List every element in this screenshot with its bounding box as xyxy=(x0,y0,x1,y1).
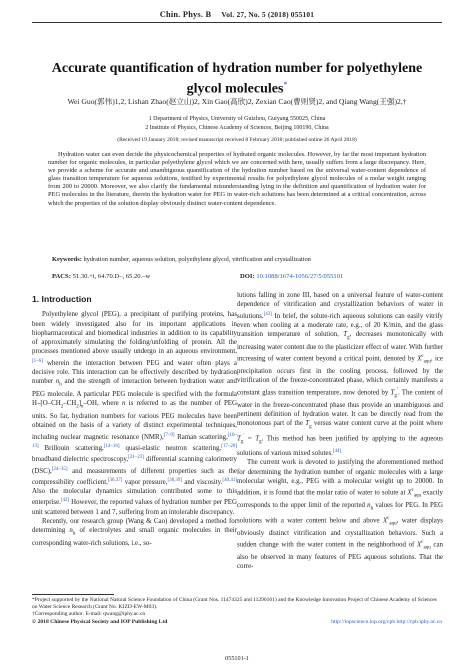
funding-footnote: *Project supported by the National Natural Science Foundation of China (Grant Nos. 11474325 and 11290161) and the Knowledge Innovation Project of Chinese Academy of Sciences on Water Science Research (Grant No. KJZD-EW-M03). xyxy=(32,597,437,610)
footnote-rule xyxy=(32,594,114,595)
running-header xyxy=(0,10,474,19)
keywords-label: Keywords: xyxy=(52,256,82,263)
journal-name: Chin. Phys. B xyxy=(159,10,212,19)
intro-paragraph-2-cont: lutions falling in zone III, based on a universal feature of water-content dependence of vitrification and crystallization behaviors of water in solutions.[43] In brief, the solute-rich aqueous solutions can easily vitrify even when cooling at a moderate rate, e.g., of 20 K/min, and the glass transition temperature of solution, $T_g$, decreases monotonically with increasing water content due to the plasticizer effect of water. With further increasing of water content beyond a critical point, denoted by $X^c_{aqu}$, ice precipitation occurs first in the cooling process, followed by the vitrification of the freeze-concentrated phase, which certainly manifests a constant glass transition temperature, now denoted by $T_g'$. The content of water in the freeze-concentrated phase thus provide an unambiguous and pertinent definition of hydration water. It can be directly read from the monotonous part of the $T_g$ versus water content curve at the point where $T_g' = T_g$. This method has been justified by applying to the aqueous solutions of various mixed solutes.[44] xyxy=(237,292,443,457)
received-dates: (Received 19 January 2018; revised manuscript received 8 February 2018; published online 26 April 2018) xyxy=(117,137,357,143)
page-number: 055101-1 xyxy=(225,655,249,662)
article-title xyxy=(40,61,434,98)
intro-paragraph-2: Recently, our research group (Wang & Cao) developed a method for determining $n_h$ of electrolytes and small organic molecules in their corresponding water-rich solutions, i.e., so- xyxy=(32,517,237,547)
section-heading: 1. Introduction xyxy=(32,294,92,304)
doi-label: DOI: xyxy=(240,273,255,280)
intro-paragraph-3: The current work is devoted to justifying the aforementioned method for determining the hydration number of organic molecules with a large molecular weight, e.g., PEG with a molecular weight up to 20000. In addition, it is found that the molar ratio of water to solute at $X^c_{aqu}$ exactly corresponds to the upper limit of the reported $n_h$ values for PEG. In PEG solutions with a water content below and above $X^c_{aqu}$, water displays obviously distinct vitrification and crystallization behaviors. Such a sudden change with the water content in the neighborhood of $X^c_{aqu}$ can also be observed in many features of PEG aqueous solutions. That the corre- xyxy=(237,459,444,571)
keywords xyxy=(52,256,426,264)
affiliation-2: 2 Institute of Physics, Chinese Academy of Sciences, Beijing 100190, China xyxy=(145,125,329,131)
journal-links xyxy=(331,619,442,625)
affiliation-1: 1 Department of Physics, University of Guizhou, Guiyang 550025, China xyxy=(148,116,326,122)
corresponding-author-footnote: †Corresponding author. E-mail: qwang@iphy.ac.cn xyxy=(32,611,146,617)
pacs-codes: 51.30.+i, 64.70.D–, 65.20.–w xyxy=(72,273,151,280)
pacs-doi-line xyxy=(52,273,426,281)
title-text: Accurate quantification of hydration number for polyethylene glycol molecules xyxy=(51,61,423,97)
abstract: Hydration water can even decide the physicochemical properties of hydrated organic molecules. However, by far the most important hydration number for organic molecules, in particular polyethylene glycol which we are concerned with here, usually suffers from a large discrepancy. Here, we provide a scheme for accurate and unambiguous quantification of the hydration number based on the universal water-content dependence of glass transition temperature for aqueous solutions, testified by experimental results for polyethylene glycol molecules of a molar weight ranging from 200 to 20000. Moreover, we also clarify the fundamental misunderstanding lying in the definition and quantification of hydration water for PEG molecules in the literature, therein the hydration water for PEG in water-rich solutions has been determined at a critical concentration, across which the properties of the solution display obviously distinct water-content dependence. xyxy=(48,151,426,207)
footnotes xyxy=(32,597,442,618)
pacs-label: PACS: xyxy=(52,273,71,280)
intro-paragraph-1: Polyethylene glycol (PEG), a precipitant of purifying proteins, has been widely investigated also for its important applications in biopharmaceutical and biomedical industries in addition to its capability of approximately simulating the folding/unfolding of protein. All the processes mentioned above usually undergo in an aqueous environment,[1–6] wherein the interaction between PEG and water often plays a decisive role. This interaction can be effectively described by hydration number $n_h$ and the strength of interaction between hydration water and PEG molecule. A particular PEG molecule is specified with the formula $H-[O-CH_2-CH_2]_n-OH$, where n is referred to as the number of PEG units. So far, hydration numbers for various PEG molecules have been obtained on the basis of a variety of distinct experimental techniques, including nuclear magnetic resonance (NMR),[7–9] Raman scattering,[10–13] Brillouin scattering,[14–16] quasi-elastic neutron scattering,[17–20] broadband dielectric spectroscopy,[21–23] differential scanning calorimetry (DSC),[24–35] and measurements of different properties such as the compressibility coefficient,[36,37] vapor pressure,[38,39] and viscosity.[40,41] Also the molecular dynamics simulation contributed some to this enterprise.[42] However, the reported values of hydration number per PEG unit scattered between 1 and 7, suffering from an intolerable discrepancy. xyxy=(32,311,237,516)
journal-urls[interactable]: http://iopscience.iop.org/cpb http://cpb.iphy.ac.cn xyxy=(331,619,442,625)
copyright-text: © 2018 Chinese Physical Society and IOP Publishing Ltd xyxy=(32,619,168,625)
header-rule xyxy=(32,22,442,23)
doi-link[interactable]: 10.1088/1674-1056/27/5/055101 xyxy=(256,273,344,280)
doi xyxy=(240,273,343,281)
title-footnote-mark: * xyxy=(283,80,288,89)
author-list: Wei Guo(郭伟)1,2, Lishan Zhao(赵立山)2, Xin Gao(高欣)2, Zexian Cao(曹则贤)2, and Qiang Wang(王强)2,† xyxy=(67,97,407,106)
right-column xyxy=(237,291,443,572)
copyright-line xyxy=(32,619,442,625)
keywords-text: hydration number, aqueous solution, polyethylene glycol, vitrification and crystallization xyxy=(83,256,311,263)
volume-info: Vol. 27, No. 5 (2018) 055101 xyxy=(221,10,315,19)
left-column xyxy=(32,291,237,548)
